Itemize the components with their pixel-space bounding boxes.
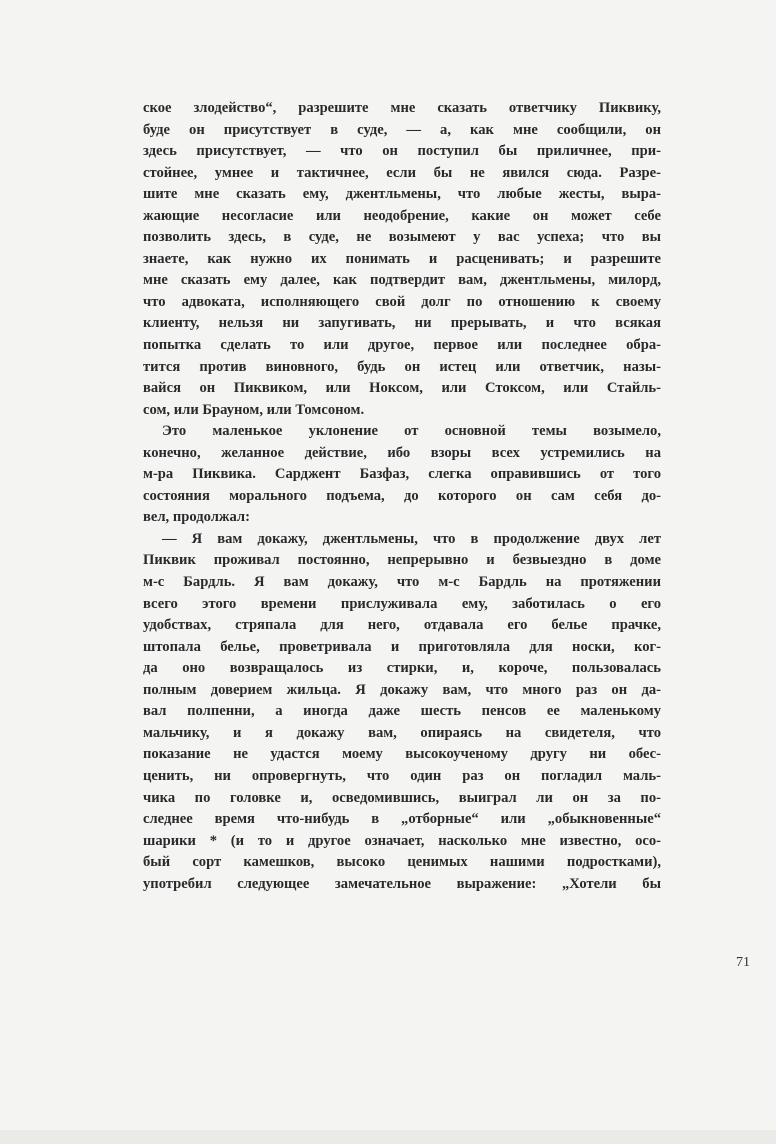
text-line: ценить, ни опровергнуть, что один раз он погладил маль-: [143, 767, 661, 784]
text-line: полным доверием жильца. Я докажу вам, что много раз он да-: [143, 681, 661, 698]
text-line: следнее время что-нибудь в „отборные“ или „обыкновенные“: [143, 811, 661, 828]
text-line: бый сорт камешков, высоко ценимых нашими подростками),: [143, 854, 661, 871]
text-line: мальчику, и я докажу вам, опираясь на свидетеля, что: [143, 724, 661, 741]
text-line: м-ра Пиквика. Сарджент Базфаз, слегка оправившись от того: [143, 466, 661, 483]
text-line: шите мне сказать ему, джентльмены, что любые жесты, выра-: [143, 186, 661, 203]
text-line: сом, или Брауном, или Томсоном.: [143, 401, 365, 418]
text-line: — Я вам докажу, джентльмены, что в продолжение двух лет: [162, 530, 661, 547]
text-line: конечно, желанное действие, ибо взоры всех устремились на: [143, 444, 661, 461]
text-line: вел, продолжал:: [143, 509, 250, 526]
text-line: Это маленькое уклонение от основной темы возымело,: [162, 423, 661, 440]
text-line: употребил следующее замечательное выражение: „Хотели бы: [143, 875, 661, 892]
text-line: показание не удастся моему высокоученому другу ни обес-: [143, 746, 661, 763]
text-line: шарики * (и то и другое означает, насколько мне известно, осо-: [143, 832, 661, 849]
text-line: позволить здесь, в суде, не возымеют у вас успеха; что вы: [143, 229, 661, 246]
body-text: [143, 98, 661, 895]
text-line: м-с Бардль. Я вам докажу, что м-с Бардль на протяжении: [143, 574, 661, 591]
text-line: удобствах, стряпала для него, отдавала его белье прачке,: [143, 617, 661, 634]
text-line: что адвоката, исполняющего свой долг по отношению к своему: [143, 293, 661, 310]
scan-edge: [0, 1130, 776, 1144]
text-line: мне сказать ему далее, как подтвердит вам, джентльмены, милорд,: [143, 272, 661, 289]
text-line: всего этого времени прислуживала ему, заботилась о его: [143, 595, 661, 612]
text-line: Пиквик проживал постоянно, непрерывно и безвыездно в доме: [143, 552, 661, 569]
text-line: чика по головке и, осведомившись, выиграл ли он за по-: [143, 789, 661, 806]
text-line: состояния морального подъема, до которого он сам себя до-: [143, 487, 661, 504]
text-line: тится против виновного, будь он истец или ответчик, назы-: [143, 358, 661, 375]
text-line: штопала белье, проветривала и приготовляла для носки, ког-: [143, 638, 661, 655]
text-line: да оно возвращалось из стирки, и, короче, пользовалась: [143, 660, 661, 677]
text-line: ское злодейство“, разрешите мне сказать ответчику Пиквику,: [143, 100, 661, 116]
text-line: клиенту, нельзя ни запугивать, ни прерывать, и что всякая: [143, 315, 661, 332]
text-line: попытка сделать то или другое, первое или последнее обра-: [143, 337, 661, 354]
text-line: знаете, как нужно их понимать и расценивать; и разрешите: [143, 250, 661, 267]
text-line: здесь присутствует, — что он поступил бы приличнее, при-: [143, 143, 661, 160]
text-line: буде он присутствует в суде, — а, как мне сообщили, он: [143, 121, 661, 138]
text-line: жающие несогласие или неодобрение, какие он может себе: [143, 207, 661, 224]
page-number: 71: [736, 955, 750, 970]
text-line: стойнее, умнее и тактичнее, если бы не явился сюда. Разре-: [143, 164, 661, 181]
text-line: вал полпенни, а иногда даже шесть пенсов ее маленькому: [143, 703, 661, 720]
text-line: вайся он Пиквиком, или Ноксом, или Стоксом, или Стайль-: [143, 380, 661, 397]
